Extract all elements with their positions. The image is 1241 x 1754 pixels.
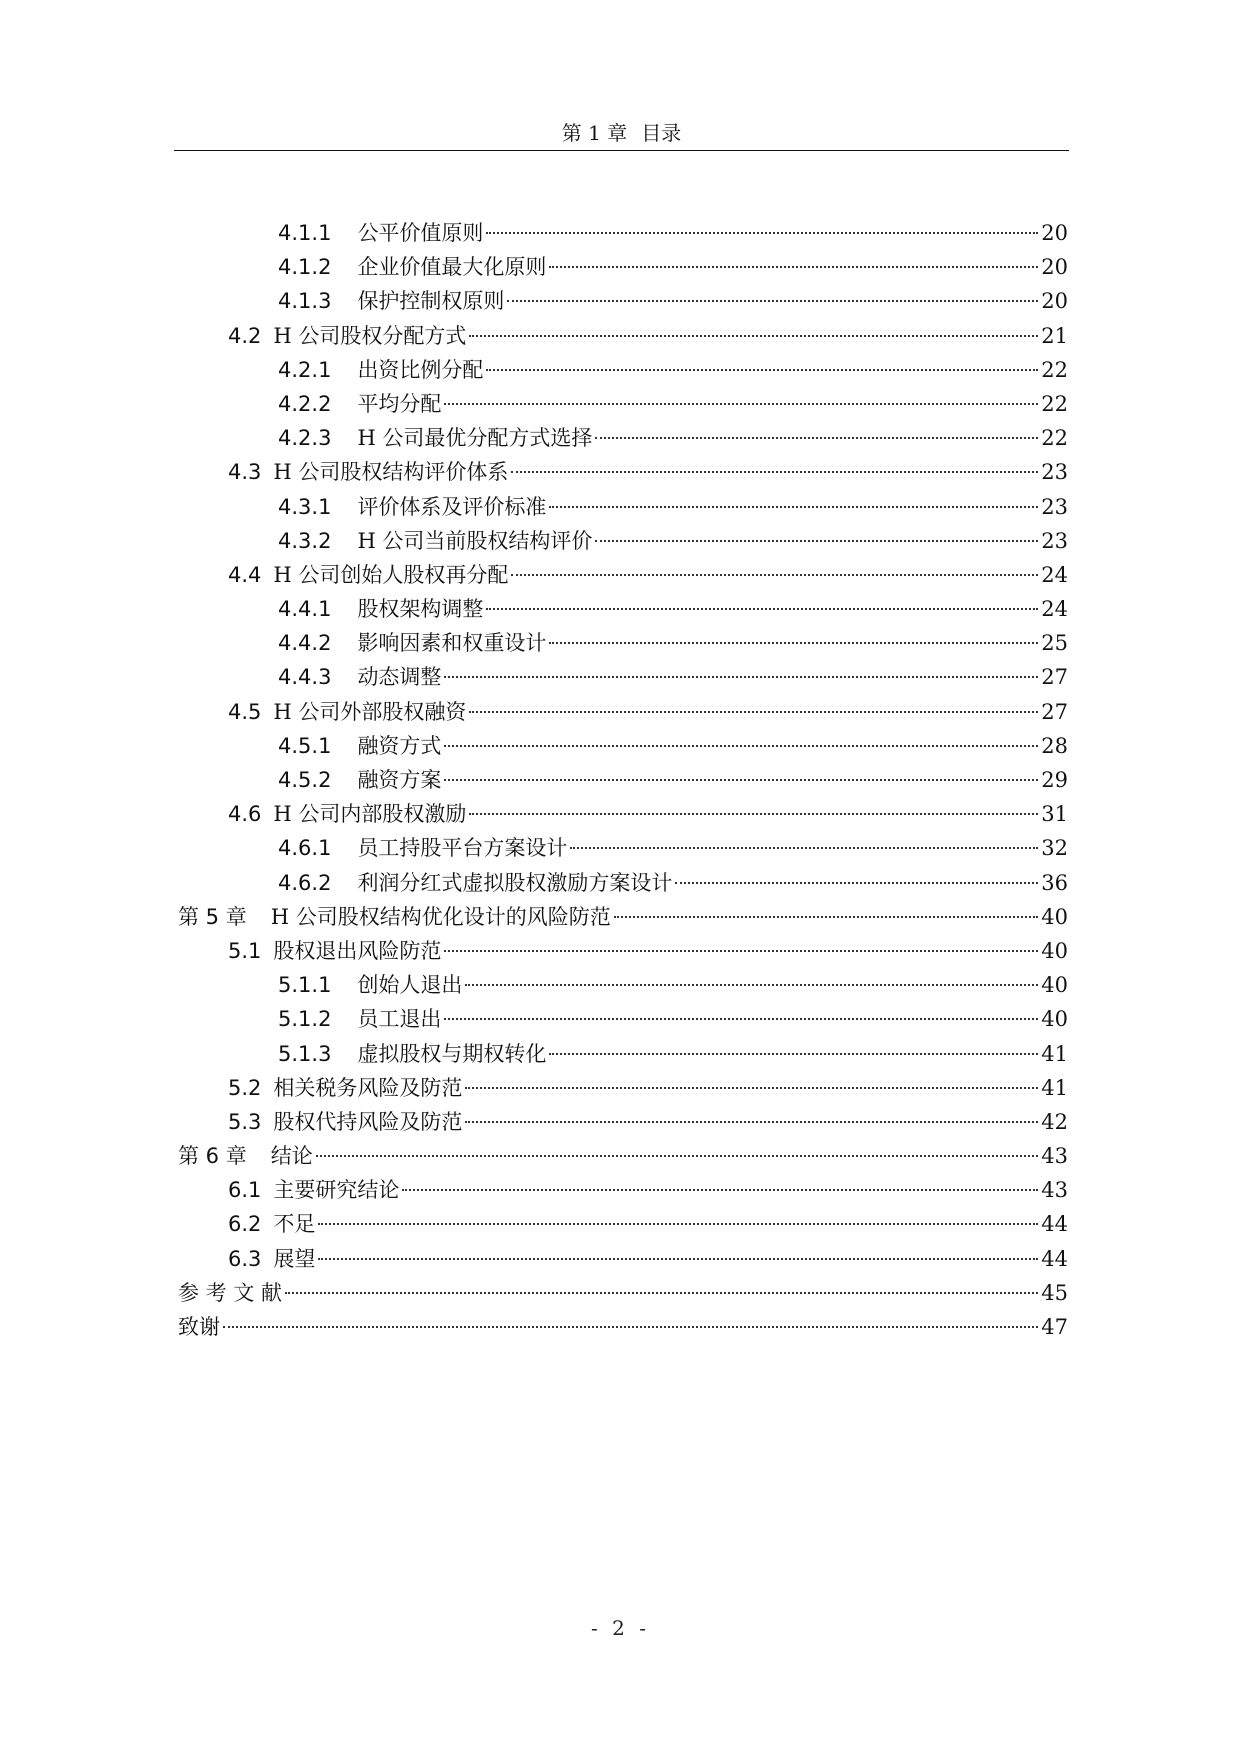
toc-entry-page: 23: [1041, 460, 1068, 485]
toc-dot-leader: [316, 1155, 1039, 1157]
toc-entry-page: 22: [1041, 391, 1068, 416]
toc-entry-page: 36: [1041, 870, 1068, 895]
toc-entry-number: 第 5 章: [178, 904, 247, 929]
toc-entry-title: H 公司股权结构评价体系: [273, 460, 509, 485]
toc-entry-title: 动态调整: [357, 665, 442, 690]
toc-entry-title: 展望: [273, 1246, 316, 1271]
toc-entry-title: 不足: [273, 1212, 316, 1237]
toc-entry[interactable]: [178, 353, 1068, 387]
toc-entry[interactable]: [178, 319, 1068, 353]
toc-dot-leader: [223, 1326, 1038, 1328]
toc-entry-title: 相关税务风险及防范: [273, 1075, 463, 1100]
toc-entry-page: 45: [1041, 1280, 1068, 1305]
toc-entry[interactable]: [178, 558, 1068, 592]
toc-dot-leader: [549, 506, 1038, 508]
toc-entry[interactable]: [178, 1173, 1068, 1207]
toc-entry[interactable]: [178, 900, 1068, 934]
toc-entry-title: H 公司内部股权激励: [273, 802, 467, 827]
toc-dot-leader: [444, 950, 1038, 952]
toc-entry[interactable]: [178, 1105, 1068, 1139]
toc-entry[interactable]: [178, 763, 1068, 797]
toc-entry-number: 第 6 章: [178, 1144, 247, 1169]
toc-entry-title: H 公司创始人股权再分配: [273, 562, 509, 587]
toc-entry-number: 4.5.1: [278, 733, 332, 758]
toc-entry-page: 23: [1041, 494, 1068, 519]
toc-entry-title: 评价体系及评价标准: [357, 494, 547, 519]
toc-entry[interactable]: [178, 524, 1068, 558]
toc-entry-page: 32: [1041, 836, 1068, 861]
toc-dot-leader: [469, 813, 1038, 815]
toc-dot-leader: [318, 1258, 1038, 1260]
toc-entry[interactable]: [178, 695, 1068, 729]
toc-dot-leader: [595, 540, 1038, 542]
toc-dot-leader: [511, 471, 1038, 473]
toc-entry[interactable]: [178, 797, 1068, 831]
toc-entry[interactable]: [178, 660, 1068, 694]
toc-entry[interactable]: [178, 1037, 1068, 1071]
toc-entry-page: 40: [1041, 1007, 1068, 1032]
toc-dot-leader: [507, 300, 1038, 302]
toc-entry[interactable]: [178, 284, 1068, 318]
toc-entry-page: 28: [1041, 733, 1068, 758]
page-number: - 2 -: [591, 1616, 650, 1640]
toc-entry-number: 4.4: [228, 562, 262, 587]
toc-entry[interactable]: [178, 626, 1068, 660]
toc-entry-number: 4.2.2: [278, 391, 332, 416]
toc-entry-title: 利润分红式虚拟股权激励方案设计: [357, 870, 673, 895]
toc-entry-title: 融资方式: [357, 733, 442, 758]
toc-entry-title: 创始人退出: [357, 973, 463, 998]
toc-entry[interactable]: [178, 831, 1068, 865]
toc-entry[interactable]: [178, 1071, 1068, 1105]
toc-entry-title: 平均分配: [357, 391, 442, 416]
toc-dot-leader: [511, 574, 1038, 576]
toc-entry[interactable]: [178, 729, 1068, 763]
toc-entry-page: 40: [1041, 938, 1068, 963]
toc-dot-leader: [570, 847, 1038, 849]
toc-entry[interactable]: [178, 866, 1068, 900]
toc-dot-leader: [285, 1292, 1038, 1294]
toc-entry-number: 4.5.2: [278, 768, 332, 792]
toc-entry-title: 结论: [270, 1144, 313, 1169]
toc-entry-page: 20: [1041, 255, 1068, 280]
toc-entry-page: 23: [1041, 528, 1068, 553]
toc-entry-title: H 公司股权分配方式: [273, 323, 467, 348]
toc-dot-leader: [469, 335, 1038, 337]
toc-entry-number: 4.2.1: [278, 357, 332, 382]
toc-entry[interactable]: [178, 387, 1068, 421]
toc-entry[interactable]: [178, 592, 1068, 626]
toc-entry-title: H 公司最优分配方式选择: [357, 426, 593, 451]
toc-entry-number: 4.3.1: [278, 494, 332, 519]
toc-entry-title: 员工持股平台方案设计: [357, 836, 568, 861]
toc-entry-number: 5.1: [228, 938, 262, 963]
toc-entry-page: 40: [1041, 973, 1068, 998]
toc-entry-number: 5.3: [228, 1109, 262, 1134]
toc-dot-leader: [444, 403, 1038, 405]
toc-entry-number: 4.3.2: [278, 528, 332, 553]
toc-dot-leader: [469, 711, 1038, 713]
toc-entry-page: 40: [1041, 904, 1068, 929]
toc-entry-page: 31: [1041, 802, 1068, 827]
toc-entry-page: 24: [1041, 597, 1068, 622]
toc-entry-page: 24: [1041, 562, 1068, 587]
toc-entry-number: 4.6: [228, 802, 262, 827]
toc-entry[interactable]: [178, 1207, 1068, 1241]
toc-entry[interactable]: [178, 250, 1068, 284]
toc-entry-title: 股权退出风险防范: [273, 938, 442, 963]
toc-entry-title: H 公司当前股权结构评价: [357, 528, 593, 553]
toc-entry-number: 4.6.1: [278, 836, 332, 861]
toc-entry[interactable]: [178, 216, 1068, 250]
toc-entry-page: 20: [1041, 289, 1068, 314]
header-rule: [174, 150, 1069, 151]
toc-dot-leader: [486, 608, 1038, 610]
toc-entry-title: 影响因素和权重设计: [357, 631, 547, 656]
toc-entry-number: 4.1.2: [278, 255, 332, 280]
toc-entry-title: 虚拟股权与期权转化: [357, 1041, 547, 1066]
toc-dot-leader: [444, 745, 1038, 747]
toc-entry-number: 5.1.2: [278, 1007, 332, 1032]
toc-entry-title: H 公司外部股权融资: [273, 699, 467, 724]
toc-entry-page: 41: [1041, 1041, 1068, 1066]
toc-entry-number: 6.2: [228, 1212, 262, 1237]
toc-entry-title: 参 考 文 献: [178, 1280, 283, 1305]
toc-entry-page: 21: [1041, 323, 1068, 348]
toc-entry-number: 5.1.3: [278, 1041, 332, 1066]
toc-entry-title: 融资方案: [357, 768, 442, 792]
toc-entry-title: 保护控制权原则: [357, 289, 505, 314]
toc-dot-leader: [318, 1223, 1038, 1225]
toc-dot-leader: [614, 916, 1039, 918]
toc-dot-leader: [465, 984, 1038, 986]
toc-dot-leader: [444, 1018, 1038, 1020]
toc-dot-leader: [486, 232, 1038, 234]
toc-dot-leader: [675, 882, 1038, 884]
toc-entry-title: H 公司股权结构优化设计的风险防范: [270, 904, 611, 929]
toc-entry-number: 4.6.2: [278, 870, 332, 895]
toc-entry-title: 出资比例分配: [357, 357, 484, 382]
toc-entry[interactable]: [178, 1242, 1068, 1276]
toc-entry-page: 44: [1041, 1246, 1068, 1271]
toc-entry[interactable]: [178, 1310, 1068, 1344]
toc-entry-number: 4.2: [228, 323, 262, 348]
toc-entry-number: 4.4.1: [278, 597, 332, 622]
toc-entry-number: 6.1: [228, 1178, 262, 1203]
toc-entry-page: 27: [1041, 665, 1068, 690]
toc-entry[interactable]: [178, 934, 1068, 968]
toc-entry[interactable]: [178, 1276, 1068, 1310]
toc-dot-leader: [549, 1053, 1038, 1055]
toc-entry[interactable]: [178, 1139, 1068, 1173]
toc-entry-number: 4.4.2: [278, 631, 332, 656]
toc-entry-title: 致谢: [178, 1315, 220, 1339]
toc-entry-page: 41: [1041, 1075, 1068, 1100]
toc-entry-title: 股权架构调整: [357, 597, 484, 622]
toc-entry-number: 5.2: [228, 1075, 262, 1100]
toc-entry-page: 25: [1041, 631, 1068, 656]
toc-entry-number: 4.1.3: [278, 289, 332, 314]
toc-entry[interactable]: [178, 490, 1068, 524]
toc-entry-page: 47: [1041, 1315, 1068, 1339]
toc-entry-page: 20: [1041, 221, 1068, 245]
toc-entry-page: 43: [1041, 1144, 1068, 1169]
toc-entry-title: 主要研究结论: [273, 1178, 400, 1203]
page-header: [174, 118, 1069, 148]
header-title: 目录: [641, 121, 682, 145]
toc-entry-page: 42: [1041, 1109, 1068, 1134]
toc-entry-page: 22: [1041, 426, 1068, 451]
toc-entry-number: 4.4.3: [278, 665, 332, 690]
toc-dot-leader: [465, 1087, 1038, 1089]
toc-entry-page: 29: [1041, 768, 1068, 792]
table-of-contents: [178, 216, 1068, 1344]
toc-entry-title: 股权代持风险及防范: [273, 1109, 463, 1134]
toc-entry-number: 6.3: [228, 1246, 262, 1271]
toc-dot-leader: [444, 676, 1038, 678]
toc-dot-leader: [465, 1121, 1038, 1123]
toc-entry[interactable]: [178, 421, 1068, 455]
toc-dot-leader: [549, 266, 1038, 268]
toc-entry[interactable]: [178, 1002, 1068, 1036]
toc-entry-number: 4.1.1: [278, 221, 332, 245]
toc-entry-title: 企业价值最大化原则: [357, 255, 547, 280]
toc-dot-leader: [595, 437, 1038, 439]
toc-entry-page: 27: [1041, 699, 1068, 724]
toc-dot-leader: [549, 642, 1038, 644]
toc-entry-number: 4.3: [228, 460, 262, 485]
toc-entry-page: 44: [1041, 1212, 1068, 1237]
toc-entry-number: 4.2.3: [278, 426, 332, 451]
toc-dot-leader: [444, 779, 1038, 781]
header-chapter-label: 第 1 章: [561, 121, 628, 145]
toc-entry-number: 5.1.1: [278, 973, 332, 998]
toc-entry-page: 22: [1041, 357, 1068, 382]
toc-entry-number: 4.5: [228, 699, 262, 724]
toc-dot-leader: [486, 369, 1038, 371]
toc-entry-title: 公平价值原则: [357, 221, 484, 245]
toc-entry-title: 员工退出: [357, 1007, 442, 1032]
toc-entry-page: 43: [1041, 1178, 1068, 1203]
toc-entry[interactable]: [178, 455, 1068, 489]
toc-dot-leader: [402, 1189, 1038, 1191]
toc-entry[interactable]: [178, 968, 1068, 1002]
